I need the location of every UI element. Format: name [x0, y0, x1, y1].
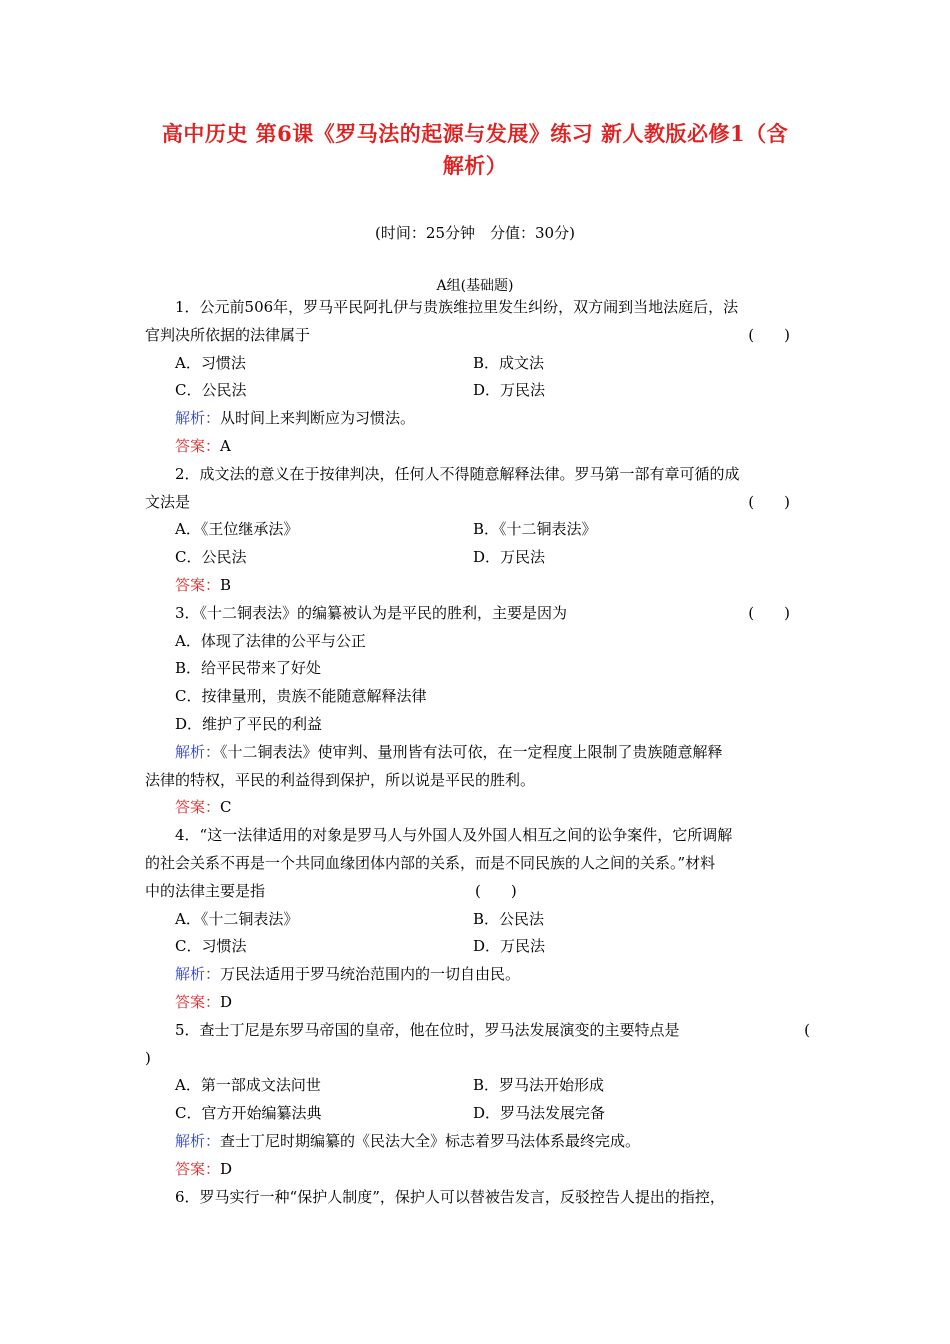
q3-explanation-line-2: 法律的特权，平民的利益得到保护，所以说是平民的胜利。	[145, 770, 536, 789]
q2-option-b: B．《十二铜表法》	[473, 520, 597, 539]
q4-option-b: B．公民法	[473, 909, 545, 928]
q4-option-d: D．万民法	[473, 937, 546, 956]
q5-options-row-1	[145, 1072, 810, 1100]
q5-stem-text: 5．查士丁尼是东罗马帝国的皇帝，他在位时，罗马法发展演变的主要特点是	[175, 1020, 680, 1039]
q3-option-a: A．体现了法律的公平与公正	[175, 631, 366, 650]
q4-stem-line-2: 的社会关系不再是一个共同血缘团体内部的关系，而是不同民族的人之间的关系。”材料	[145, 853, 716, 872]
q3-answer-bracket: ( )	[748, 603, 790, 622]
q3-answer-value: C	[220, 798, 232, 817]
answer-label: 答案：	[175, 575, 221, 594]
q3-explanation-line-1	[145, 739, 810, 767]
q4-options-row-1	[145, 906, 810, 934]
q5-bracket-open: (	[804, 1020, 810, 1039]
explanation-label: 解析：	[175, 742, 221, 761]
q2-answer-bracket: ( )	[748, 492, 790, 511]
q4-explanation	[145, 961, 810, 989]
question-list	[145, 294, 810, 1211]
q4-answer-bracket: ( )	[475, 881, 517, 900]
q1-options-row-2	[145, 377, 810, 405]
q5-answer	[145, 1156, 810, 1184]
q1-explanation	[145, 405, 810, 433]
q5-option-b: B．罗马法开始形成	[473, 1076, 605, 1095]
title-line-2: 解析）	[442, 153, 508, 178]
group-heading: A组(基础题)	[436, 278, 514, 294]
q5-stem-line-1	[145, 1017, 810, 1045]
q2-option-d: D．万民法	[473, 548, 546, 567]
document-title	[130, 118, 820, 182]
q1-stem-line-2	[145, 322, 810, 350]
q2-options-row-2	[145, 544, 810, 572]
q2-option-c: C．公民法	[175, 548, 247, 567]
q1-option-b: B．成文法	[473, 353, 545, 372]
q4-explanation-text: 万民法适用于罗马统治范围内的一切自由民。	[220, 965, 521, 984]
answer-label: 答案：	[175, 436, 221, 455]
q5-option-c: C．官方开始编纂法典	[175, 1104, 322, 1123]
q2-stem-line-1: 2．成文法的意义在于按律判决，任何人不得随意解释法律。罗马第一部有章可循的成	[175, 464, 740, 483]
answer-label: 答案：	[175, 992, 221, 1011]
q1-options-row-1	[145, 350, 810, 378]
q4-stem-line-1: 4．“这一法律适用的对象是罗马人与外国人及外国人相互之间的讼争案件，它所调解	[175, 826, 733, 845]
q1-answer-bracket: ( )	[748, 325, 790, 344]
q2-option-a: A．《王位继承法》	[175, 520, 299, 539]
q1-option-c: C．公民法	[175, 381, 247, 400]
q5-explanation	[145, 1128, 810, 1156]
q2-answer	[145, 572, 810, 600]
q3-option-c: C．按律量刑，贵族不能随意解释法律	[175, 687, 427, 706]
q3-answer	[145, 794, 810, 822]
q4-stem-text: 中的法律主要是指	[145, 881, 266, 900]
title-line-1: 高中历史 第6课《罗马法的起源与发展》练习 新人教版必修1（含	[161, 121, 789, 146]
q1-answer	[145, 433, 810, 461]
q4-answer	[145, 989, 810, 1017]
q5-answer-value: D	[220, 1159, 233, 1178]
answer-label: 答案：	[175, 798, 221, 817]
q4-answer-value: D	[220, 992, 233, 1011]
q1-option-a: A．习惯法	[175, 353, 246, 372]
q4-option-c: C．习惯法	[175, 937, 247, 956]
q2-stem-text: 文法是	[145, 492, 191, 511]
answer-label: 答案：	[175, 1159, 221, 1178]
explanation-label: 解析：	[175, 409, 221, 428]
q4-options-row-2	[145, 933, 810, 961]
q3-stem-line-1	[145, 600, 810, 628]
q5-option-a: A．第一部成文法问世	[175, 1076, 321, 1095]
q3-option-d: D．维护了平民的利益	[175, 714, 323, 733]
q4-stem-line-3	[145, 878, 810, 906]
q1-stem-line-1: 1．公元前506年，罗马平民阿扎伊与贵族维拉里发生纠纷，双方闹到当地法庭后，法	[175, 298, 739, 316]
q3-stem-text: 3．《十二铜表法》的编纂被认为是平民的胜利，主要是因为	[175, 603, 568, 622]
q1-answer-value: A	[220, 436, 231, 455]
q4-option-a: A．《十二铜表法》	[175, 909, 299, 928]
q1-option-d: D．万民法	[473, 381, 546, 400]
q1-explanation-text: 从时间上来判断应为习惯法。	[220, 409, 416, 428]
q5-explanation-text: 查士丁尼时期编纂的《民法大全》标志着罗马法体系最终完成。	[220, 1131, 641, 1150]
time-score-info: (时间：25分钟 分值：30分)	[375, 224, 575, 242]
explanation-label: 解析：	[175, 1131, 221, 1150]
explanation-label: 解析：	[175, 965, 221, 984]
q5-bracket-close: )	[145, 1048, 151, 1067]
q2-stem-line-2	[145, 489, 810, 517]
q5-option-d: D．罗马法发展完备	[473, 1104, 606, 1123]
q2-options-row-1	[145, 516, 810, 544]
q3-option-b: B．给平民带来了好处	[175, 659, 322, 678]
q2-answer-value: B	[220, 575, 232, 594]
q3-explanation-text: 《十二铜表法》使审判、量刑皆有法可依，在一定程度上限制了贵族随意解释	[220, 742, 723, 761]
q5-options-row-2	[145, 1100, 810, 1128]
q1-stem-text: 官判决所依据的法律属于	[145, 325, 311, 344]
q6-stem-line-1: 6．罗马实行一种“保护人制度”，保护人可以替被告发言，反驳控告人提出的指控，	[175, 1187, 725, 1206]
